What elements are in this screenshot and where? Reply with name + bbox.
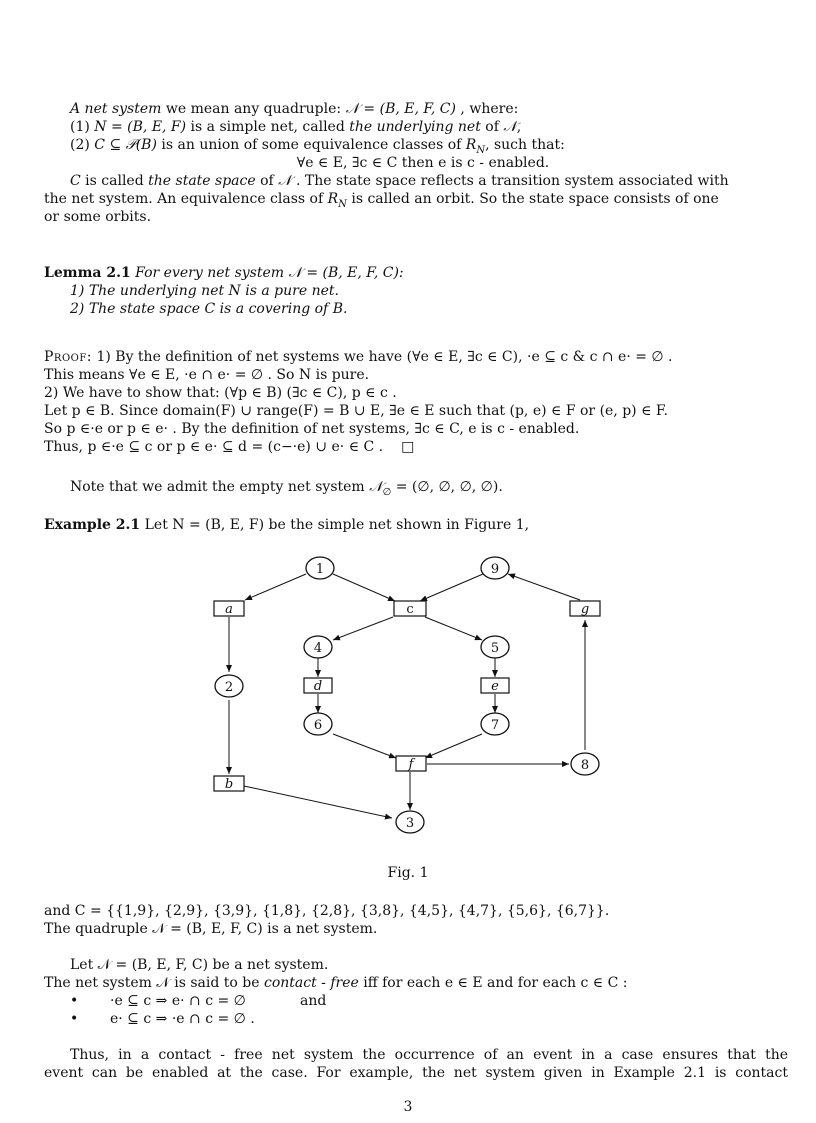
item-1-formula: N = (B, E, F) [94,119,187,135]
condition-1-and: and [300,993,327,1009]
empty-net-note [0,478,816,502]
state-space-term: the state space [148,173,256,189]
place-label-5: 5 [490,641,500,656]
orbit-text-b: is called an orbit. So the state space consists of one [346,191,719,207]
state-space-of: of [255,173,279,189]
lemma-item-2: 2) The state space C is a covering of B. [70,301,348,317]
arc-b-3 [244,786,392,818]
place-label-3: 3 [405,816,415,831]
proof-line-6 [0,438,816,456]
example-statement [0,516,816,534]
state-space-line-1 [0,172,816,190]
bullet-1: • [70,993,79,1009]
definition-intro-tail: , where: [455,101,519,117]
places [215,557,599,833]
item-1-system-symbol: 𝒩 [503,119,517,135]
item-1-number: (1) [70,119,95,135]
arc-c-5 [425,617,482,640]
underlying-net-term: the underlying net [349,119,481,135]
arc-7-f [425,734,482,758]
place-label-2: 2 [224,680,234,695]
example-heading: Example 2.1 [44,517,141,533]
state-space-text: is called [80,173,149,189]
paragraph-line-1: Thus, in a contact - free net system the occurrence of an event in a case ensures that the [70,1047,788,1063]
quadruple-formula: 𝒩 = (B, E, F, C) [345,101,456,117]
contact-free-text-a: The net system 𝒩 is said to be [44,975,264,991]
figure-caption: Fig. 1 [387,865,429,881]
proof-line-2: This means ∀e ∈ E, ·e ∩ e· = ∅ . So N is pure. [44,367,370,383]
arc-1-c [333,574,395,601]
enabled-formula: ∀e ∈ E, ∃c ∈ C then e is c - enabled. [296,155,550,171]
proof-line-3: 2) We have to show that: (∀p ∈ B) (∃c ∈ C), p ∈ c . [44,385,397,401]
state-space-system: 𝒩 [278,173,292,189]
contact-free-text-c: iff for each e ∈ E and for each c ∈ C : [358,975,628,991]
place-label-4: 4 [313,641,323,656]
node-labels [225,562,589,831]
item-2-text: is an union of some equivalence classes of [156,137,466,153]
definition-intro [0,100,816,118]
place-label-7: 7 [490,718,500,733]
relation-symbol: R [465,137,477,153]
state-space-example: and C = {{1,9}, {2,9}, {3,9}, {1,8}, {2,8}, {3,8}, {4,5}, {4,7}, {5,6}, {6,7}}. [44,903,610,919]
note-system-symbol: 𝒩 [369,479,383,495]
arc-9-c [420,574,483,601]
definition-item-1 [0,118,816,136]
place-label-8: 8 [580,758,590,773]
note-subscript: ∅ [382,486,392,498]
transition-label-a: a [225,602,233,617]
item-1-comma: , [516,119,522,135]
place-label-9: 9 [490,562,500,577]
condition-1-formula: ·e ⊆ c ⇒ e· ∩ c = ∅ [110,993,246,1009]
qed-symbol: □ [401,439,415,455]
orbit-text-a: the net system. An equivalence class of [44,191,328,207]
transition-label-e: e [491,679,499,694]
proof-label: Proof: [44,349,93,365]
note-text-a: Note that we admit the empty net system [70,479,370,495]
condition-2-formula: e· ⊆ c ⇒ ·e ∩ c = ∅ . [110,1011,255,1027]
item-1-text: is a simple net, called [186,119,350,135]
item-2-formula: C ⊆ 𝒫(B) [94,137,157,153]
petri-net-figure [0,548,816,848]
proof-line-6-text: Thus, p ∈·e ⊆ c or p ∈ e· ⊆ d = (c−·e) ∪ e· ∈ C . [44,439,384,455]
item-2-tail: , such that: [485,137,565,153]
proof-line-4: Let p ∈ B. Since domain(F) ∪ range(F) = B ∪ E, ∃e ∈ E such that (p, e) ∈ F or (e, p) ∈ F. [44,403,668,419]
item-2-number: (2) [70,137,95,153]
definition-intro-text: we mean any quadruple: [161,101,346,117]
item-1-of: of [480,119,504,135]
net-system-let: Let 𝒩 = (B, E, F, C) be a net system. [70,957,329,973]
proof-line-1-text: 1) By the definition of net systems we have (∀e ∈ E, ∃c ∈ C), ·e ⊆ c & c ∩ e· = ∅ . [92,349,673,365]
arc-6-f [333,734,396,758]
quadruple-statement: The quadruple 𝒩 = (B, E, F, C) is a net system. [44,921,378,937]
lemma-heading: Lemma 2.1 [44,265,131,281]
state-space-tail: . The state space reflects a transition system associated with [291,173,729,189]
lemma-item-1: 1) The underlying net N is a pure net. [70,283,339,299]
contact-free-definition [0,974,816,992]
place-label-6: 6 [313,718,323,733]
place-label-1: 1 [315,562,325,577]
arc-c-4 [333,617,393,640]
definition-term: A net system [70,101,162,117]
example-text: Let N = (B, E, F) be the simple net shown in Figure 1, [140,517,530,533]
transition-label-g: g [580,602,590,617]
lemma-statement [0,264,816,282]
orbit-relation: R [327,191,339,207]
transition-label-b: b [224,777,234,792]
paragraph-line-2: event can be enabled at the case. For example, the net system given in Example 2.1 is contact [44,1065,788,1081]
transition-label-c: c [406,602,414,617]
state-space-line-3: or some orbits. [44,209,152,225]
bullet-2: • [70,1011,79,1027]
lemma-text: For every net system 𝒩 = (B, E, F, C): [130,265,404,281]
transitions [214,601,600,791]
transition-label-d: d [313,679,323,694]
relation-subscript: N [476,144,486,156]
arc-1-a [245,574,306,600]
state-space-symbol: C [70,173,81,189]
note-text-c: = (∅, ∅, ∅, ∅). [391,479,503,495]
orbit-subscript: N [338,198,347,210]
proof-line-5: So p ∈·e or p ∈ e· . By the definition of net systems, ∃c ∈ C, e is c - enabled. [44,421,580,437]
arc-g-9 [508,574,580,600]
contact-free-term: contact - free [263,975,359,991]
page-number: 3 [403,1099,413,1115]
transition-label-f: f [408,757,414,772]
proof-line-1 [0,348,816,366]
